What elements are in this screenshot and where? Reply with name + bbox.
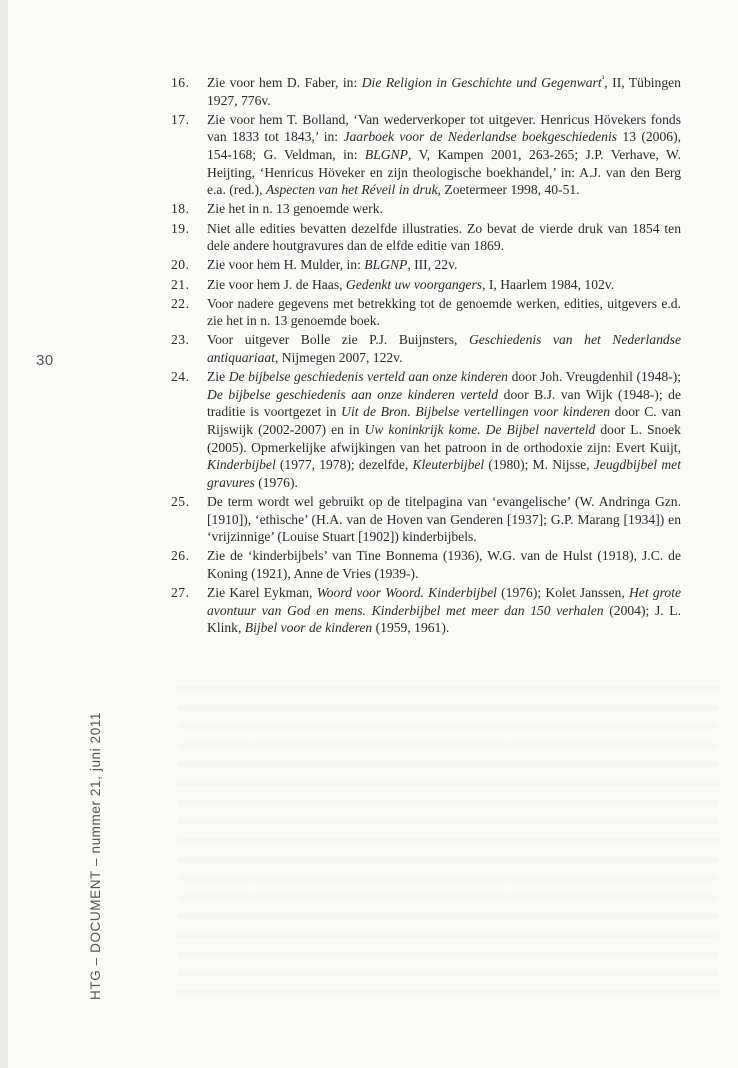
title-italic: Het grote avontuur van God en mens. Kinderbijbel met meer dan 150 verhalen — [207, 585, 682, 618]
text-run: Niet alle edities bevatten dezelfde illustraties. Zo bevat de vierde druk van 1854 ten dele andere houtgravures dan de elfde editie van 1869. — [207, 220, 681, 254]
text-run: Zie — [207, 369, 229, 385]
text-run: Voor nadere gegevens met betrekking tot de genoemde werken, edities, uitgevers e.d. zie het in n. 13 genoemde boek. — [207, 295, 681, 329]
running-title: HTG – DOCUMENT – nummer 21, juni 2011 — [88, 711, 103, 1000]
text-run: Voor uitgever Bolle zie P.J. Buijnsters, — [207, 332, 469, 348]
text-run: (1976); Kolet Janssen, — [496, 585, 629, 601]
text-run: door C. van Rijswijk (2002-2007) en in — [207, 404, 681, 438]
title-italic: De bijbelse geschiedenis aan onze kinderen verteld — [207, 386, 499, 402]
text-run: , II, Tübingen 1927, 776v. — [207, 75, 681, 108]
endnote-number: 21. — [171, 276, 190, 292]
endnote-number: 23. — [171, 332, 190, 348]
endnote — [171, 200, 681, 218]
endnote-number: 24. — [171, 369, 190, 385]
endnote-text — [207, 200, 681, 218]
endnote-number: 19. — [171, 220, 190, 236]
title-italic: Kleuterbijbel — [412, 457, 485, 473]
document-page — [8, 0, 738, 1068]
endnote-text — [207, 547, 681, 582]
title-italic: Uit de Bron. Bijbelse vertellingen voor kinderen — [341, 404, 611, 420]
title-italic: De bijbelse geschiedenis verteld aan onze kinderen — [228, 369, 508, 385]
endnote — [171, 493, 681, 546]
title-italic: Gedenkt uw voorgangers — [345, 276, 483, 292]
text-run: door Joh. Vreugdenhil (1948-); — [507, 369, 681, 385]
text-run: , V, Kampen 2001, 263-265; J.P. Verhave, W. Heijting, ‘Henricus Höveker en zijn theologische boekhandel,’ in: A.J. van den Berg e.a. (red.), — [207, 146, 682, 198]
endnote-number: 18. — [171, 201, 190, 217]
text-run: Zie het in n. 13 genoemde werk. — [207, 201, 383, 217]
text-run: , I, Haarlem 1984, 102v. — [482, 276, 615, 292]
superscript: ³ — [601, 73, 605, 84]
endnote-text — [207, 276, 681, 294]
endnote — [171, 276, 681, 294]
endnote — [171, 368, 681, 491]
endnotes-list — [171, 74, 681, 639]
endnote — [171, 74, 681, 109]
text-run: Zie voor hem J. de Haas, — [207, 276, 346, 292]
endnote — [171, 584, 681, 637]
endnote — [171, 295, 681, 330]
endnote-number: 16. — [171, 75, 190, 90]
text-run: 13 (2006), 154-168; G. Veldman, in: — [207, 129, 682, 162]
title-italic: Aspecten van het Réveil in druk — [265, 182, 438, 198]
endnote-number: 27. — [171, 585, 190, 601]
text-run: Zie voor hem T. Bolland, ‘Van wederverkoper tot uitgever. Henricus Hövekers fonds van 1833 tot 1843,’ in: — [207, 111, 681, 145]
endnote-number: 17. — [171, 111, 190, 127]
endnote — [171, 256, 681, 274]
endnote-number: 22. — [171, 295, 190, 311]
endnote-text — [207, 111, 681, 199]
page-number: 30 — [36, 352, 54, 369]
title-italic: Geschiedenis van het Nederlandse antiquariaat — [207, 332, 682, 366]
title-italic: Uw koninkrijk kome. De Bijbel naverteld — [364, 422, 596, 438]
endnote-text — [207, 220, 681, 255]
text-run: Zie Karel Eykman, — [207, 585, 317, 601]
title-italic: Jaarboek voor de Nederlandse boekgeschiedenis — [343, 129, 618, 145]
endnote-number: 26. — [171, 548, 190, 564]
endnote-number: 25. — [171, 494, 190, 509]
text-run: (1980); M. Nijsse, — [484, 457, 594, 473]
endnote-text — [207, 368, 681, 491]
text-run: door L. Snoek (2005). Opmerkelijke afwijkingen van het patroon in de orthodoxie zijn: Evert Kuijt, — [207, 422, 681, 455]
text-run: , III, 22v. — [407, 257, 458, 273]
title-italic: Kinderbijbel — [207, 457, 276, 473]
text-run: (1977, 1978); dezelfde, — [275, 457, 413, 473]
endnote — [171, 547, 681, 582]
text-run: Zie de ‘kinderbijbels’ van Tine Bonnema (1936), W.G. van de Hulst (1918), J.C. de Koning (1921), Anne de Vries (1939-). — [207, 548, 681, 581]
title-italic: BLGNP — [364, 257, 408, 273]
endnote-text — [207, 584, 681, 637]
text-run: De term wordt wel gebruikt op de titelpagina van ‘evangelische’ (W. Andringa Gzn. [1910]), ‘ethische’ (H.A. van de Hoven van Genderen [1937]; G.P. Marang [1934]) en ‘vrijzinnige’ (Louise Stuart [1902]) kinderbijbels. — [207, 494, 681, 545]
text-run: , Zoetermeer 1998, 40-51. — [437, 182, 580, 198]
title-italic: BLGNP — [364, 146, 408, 162]
endnote — [171, 220, 681, 255]
text-run: door B.J. van Wijk (1948-); de traditie is voortgezet in — [207, 386, 681, 420]
text-run: (1959, 1961). — [372, 620, 450, 636]
text-run: (2004); J. L. Klink, — [207, 602, 682, 636]
title-italic: Die Religion in Geschichte und Gegenwart — [361, 75, 602, 90]
show-through-texture — [178, 672, 718, 1002]
text-run: (1976). — [254, 474, 298, 490]
text-run: Zie voor hem H. Mulder, in: — [207, 257, 365, 273]
endnote-text — [207, 295, 681, 330]
endnote-text — [207, 256, 681, 274]
endnote-text — [207, 493, 681, 546]
text-run: Zie voor hem D. Faber, in: — [207, 75, 362, 90]
endnote-text — [207, 331, 681, 366]
title-italic: Bijbel voor de kinderen — [244, 620, 373, 636]
title-italic: Jeugdbijbel met gravures — [207, 457, 681, 490]
endnote-number: 20. — [171, 257, 190, 273]
endnote — [171, 331, 681, 366]
text-run: , Nijmegen 2007, 122v. — [274, 350, 403, 366]
endnote — [171, 111, 681, 199]
endnote-text — [207, 74, 681, 109]
title-italic: Woord voor Woord. Kinderbijbel — [316, 585, 497, 601]
